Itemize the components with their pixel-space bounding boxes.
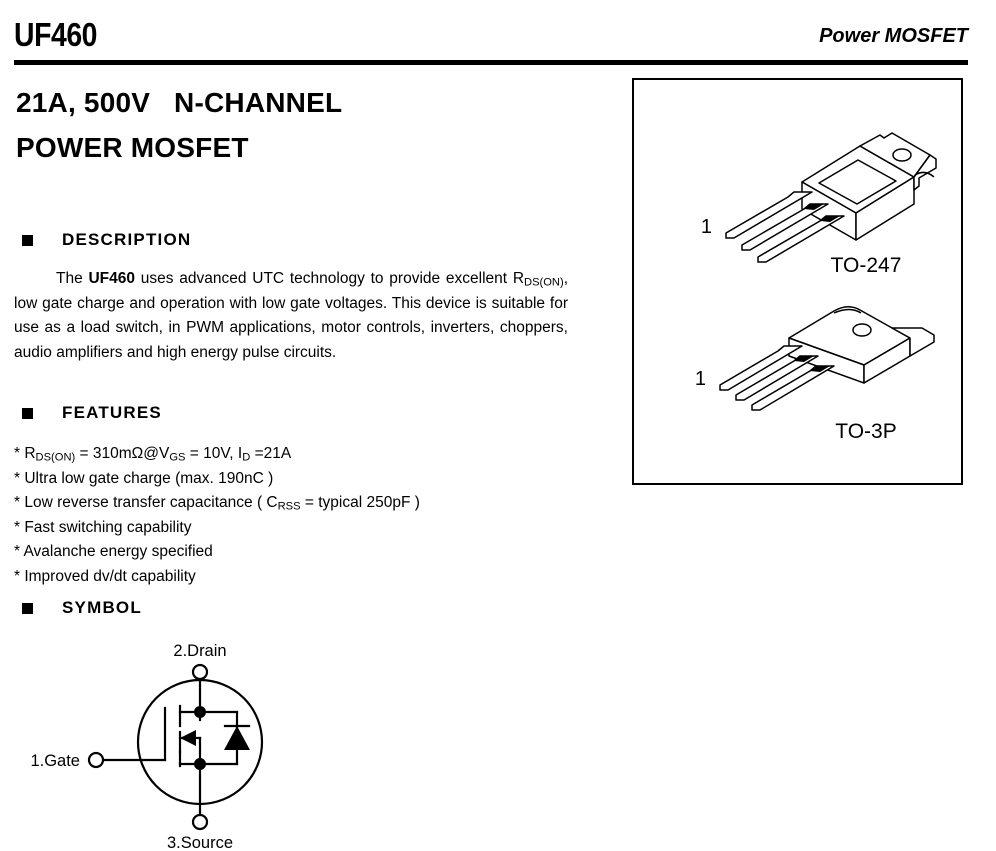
- product-family-label: Power MOSFET: [819, 25, 968, 47]
- feature-crss-sub: RSS: [277, 500, 301, 513]
- to3p-mounting-hole: [853, 324, 871, 336]
- package-drawings-svg: [634, 80, 961, 483]
- feature-item-rdson: [14, 442, 574, 467]
- features-section-heading: [22, 403, 162, 423]
- feature-item-switching: * Fast switching capability: [14, 518, 192, 536]
- feature-vgs-sub: GS: [169, 451, 186, 464]
- description-section-heading: [22, 230, 191, 250]
- source-terminal-node: [193, 815, 207, 829]
- description-paragraph: [14, 267, 568, 365]
- source-junction-dot: [194, 758, 206, 770]
- feature-rdson-suffix: =21A: [250, 445, 292, 462]
- source-terminal-label: 3.Source: [166, 834, 234, 851]
- channel-arrow-icon: [180, 730, 196, 746]
- mosfet-symbol-diagram: [0, 560, 420, 851]
- gate-terminal-node: [89, 753, 103, 767]
- square-bullet-icon: [22, 408, 33, 419]
- product-title-line-1: 21A, 500V N-CHANNEL: [16, 87, 343, 118]
- to3p-pin1-label: 1: [694, 368, 706, 390]
- feature-rdson-prefix: * R: [14, 445, 36, 462]
- features-heading-label: FEATURES: [62, 403, 162, 422]
- description-text-before: The: [56, 270, 89, 287]
- mosfet-symbol-svg: [0, 560, 420, 851]
- feature-rdson-mid2: = 10V, I: [185, 445, 243, 462]
- description-heading-label: DESCRIPTION: [62, 230, 192, 249]
- product-title-block: [16, 80, 596, 170]
- feature-id-sub: D: [242, 451, 251, 464]
- description-text-mid: uses advanced UTC technology to provide excellent R: [135, 270, 525, 287]
- product-title-line-2: POWER MOSFET: [16, 132, 249, 163]
- feature-crss-suffix: = typical 250pF ): [300, 494, 420, 511]
- drain-junction-dot: [194, 706, 206, 718]
- square-bullet-icon: [22, 235, 33, 246]
- part-number-title: UF460: [14, 16, 98, 53]
- description-part-number: UF460: [88, 270, 136, 287]
- feature-crss-prefix: * Low reverse transfer capacitance ( C: [14, 494, 278, 511]
- gate-terminal-label: 1.Gate: [30, 752, 80, 770]
- feature-rdson-mid1: = 310mΩ@V: [75, 445, 170, 462]
- feature-item-dvdt: * Improved dv/dt capability: [14, 567, 196, 585]
- body-diode-arrow-icon: [224, 726, 250, 750]
- description-text-after: , low gate charge and operation with low gate voltages. This device is suitable for use as a load switch, in PWM applications, motor controls, inverters, choppers, audio amplifiers and high energy pulse circuits.: [14, 270, 569, 361]
- to247-pin1-label: 1: [700, 216, 712, 238]
- page-header: [0, 0, 996, 70]
- drain-terminal-label: 2.Drain: [173, 642, 227, 660]
- to247-package-name: TO-247: [830, 254, 902, 277]
- feature-item-crss: [14, 491, 574, 516]
- drain-terminal-node: [193, 665, 207, 679]
- feature-item-avalanche: * Avalanche energy specified: [14, 543, 213, 560]
- feature-rdson-sub: DS(ON): [35, 451, 76, 464]
- to3p-leads: [720, 346, 834, 410]
- header-divider-rule: [14, 60, 968, 65]
- to247-mounting-hole: [893, 149, 911, 161]
- rdson-subscript: DS(ON): [524, 276, 564, 289]
- feature-item-gate-charge: * Ultra low gate charge (max. 190nC ): [14, 469, 274, 487]
- to3p-package-name: TO-3P: [835, 420, 897, 443]
- package-outline-box: [632, 78, 963, 485]
- symbol-heading-label: SYMBOL: [62, 598, 142, 617]
